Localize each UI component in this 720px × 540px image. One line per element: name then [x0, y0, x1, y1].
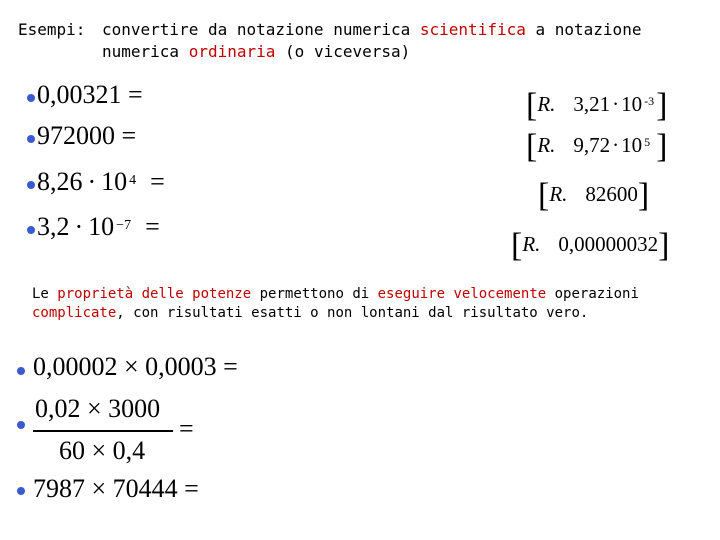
answer-2-op: ·	[612, 133, 620, 157]
answer-3-value: 82600	[585, 182, 638, 206]
bullet-icon	[17, 367, 25, 375]
answer-1-exp: -3	[644, 94, 655, 108]
note-part: , con risultati esatti o non lontani dal risultato vero.	[116, 305, 589, 321]
fraction-equals: =	[179, 414, 194, 443]
bullet-icon	[27, 135, 35, 143]
fraction-numerator: 0,02 × 3000	[35, 394, 161, 423]
exercise-2-fraction	[33, 394, 213, 472]
intro-label: Esempi:	[18, 20, 86, 39]
intro-line2-c: (o viceversa)	[275, 42, 411, 61]
example-4-eq: =	[145, 212, 160, 241]
example-4-op: ·	[74, 212, 84, 241]
left-bracket-icon: [	[538, 177, 550, 214]
intro-line1-c: a notazione	[525, 20, 642, 39]
right-bracket-icon: ]	[658, 227, 670, 264]
left-bracket-icon: [	[526, 87, 538, 124]
note-part: operazioni	[546, 286, 639, 302]
answer-4	[511, 222, 670, 264]
note-highlight: proprietà delle potenze	[57, 286, 252, 302]
answer-4-r: R.	[522, 232, 541, 256]
right-bracket-icon: ]	[656, 87, 668, 124]
fraction-denominator: 60 × 0,4	[59, 436, 146, 465]
answer-3-r: R.	[549, 182, 568, 206]
bullet-icon	[27, 226, 35, 234]
note-part: permettono di	[251, 286, 378, 302]
bullet-icon	[27, 181, 35, 189]
answer-4-value: 0,00000032	[558, 232, 659, 256]
example-3-op: ·	[87, 167, 97, 196]
right-bracket-icon: ]	[656, 128, 668, 165]
intro-keyword-ordinaria: ordinaria	[188, 42, 276, 61]
answer-1-mant: 3,21	[573, 92, 611, 116]
intro-keyword-scientifica: scientifica	[419, 20, 526, 39]
example-4-ten: 10	[88, 212, 115, 241]
intro-line2-a: numerica	[102, 42, 189, 61]
bullet-icon	[17, 487, 25, 495]
note-highlight: eseguire velocemente	[377, 286, 547, 302]
left-bracket-icon: [	[526, 128, 538, 165]
bullet-icon	[27, 94, 35, 102]
answer-3	[538, 172, 650, 214]
right-bracket-icon: ]	[637, 177, 650, 214]
example-2: 972000 =	[37, 121, 137, 150]
example-3-ten: 10	[101, 167, 128, 196]
answer-1-op: ·	[612, 92, 620, 116]
example-4-base: 3,2	[37, 212, 70, 241]
exercise-1: 0,00002 × 0,0003 =	[33, 352, 238, 381]
intro-line1-a: convertire da notazione numerica	[102, 20, 420, 39]
answer-1	[526, 82, 668, 124]
answer-2-exp: 5	[644, 135, 651, 149]
answer-2-mant: 9,72	[573, 133, 611, 157]
fraction-bar	[33, 430, 173, 432]
answer-2-ten: 10	[621, 133, 643, 157]
answer-2	[526, 123, 668, 165]
example-3-base: 8,26	[37, 167, 83, 196]
answer-1-ten: 10	[621, 92, 643, 116]
left-bracket-icon: [	[511, 227, 523, 264]
answer-2-r: R.	[537, 133, 556, 157]
example-4-exp: −7	[116, 218, 132, 233]
note-text	[32, 285, 639, 323]
example-4	[37, 212, 160, 242]
example-3-exp: 4	[129, 173, 137, 188]
note-part: Le	[32, 286, 58, 302]
example-3-eq: =	[150, 167, 165, 196]
bullet-icon	[17, 421, 25, 429]
exercise-3: 7987 × 70444 =	[33, 474, 199, 503]
example-1: 0,00321 =	[37, 80, 143, 109]
answer-1-r: R.	[537, 92, 556, 116]
intro-text	[18, 19, 641, 63]
note-highlight: complicate	[32, 305, 117, 321]
example-3	[37, 167, 165, 197]
